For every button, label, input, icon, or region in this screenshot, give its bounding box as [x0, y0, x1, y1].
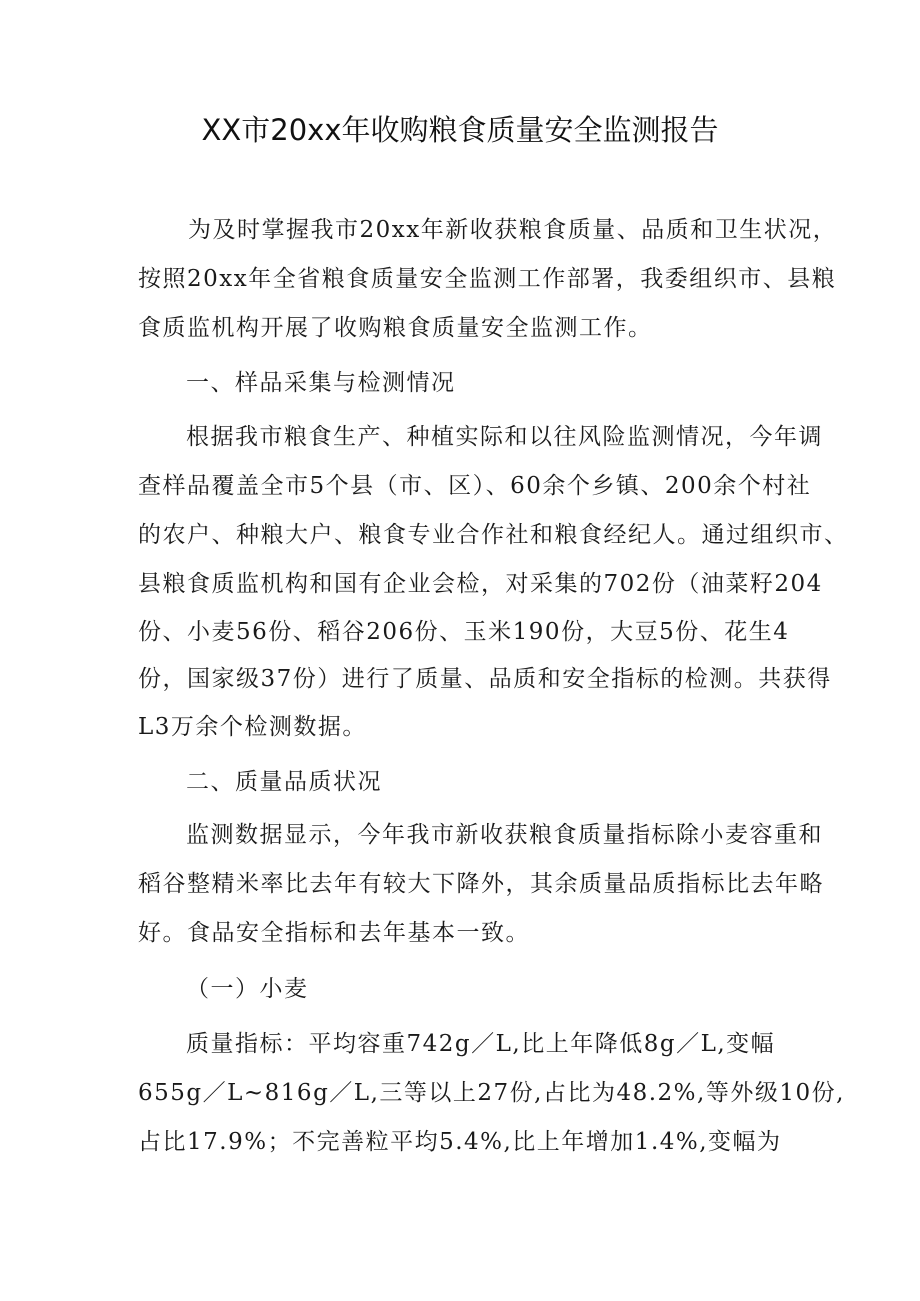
section1-line-7: L3万余个检测数据。: [138, 714, 367, 740]
wheat-line-2: 655g／L~816g／L,三等以上27份,占比为48.2%,等外级10份,: [138, 1080, 845, 1106]
section-heading-1: 一、样品采集与检测情况: [186, 370, 456, 396]
section1-line-3: 的农户、种粮大户、粮食专业合作社和粮食经纪人。通过组织市、: [138, 522, 849, 548]
section1-line-2: 查样品覆盖全市5个县（市、区）、60余个乡镇、200余个村社: [138, 473, 812, 499]
subsection-heading-wheat: （一）小麦: [186, 976, 309, 1002]
intro-line-2: 按照20xx年全省粮食质量安全监测工作部署，我委组织市、县粮: [138, 266, 837, 292]
intro-line-1: 为及时掌握我市20xx年新收获粮食质量、品质和卫生状况，: [188, 217, 838, 243]
document-title: XX市20xx年收购粮食质量安全监测报告: [201, 113, 719, 147]
intro-line-3: 食质监机构开展了收购粮食质量安全监测工作。: [138, 315, 653, 341]
section-heading-2: 二、质量品质状况: [186, 769, 382, 795]
section1-line-1: 根据我市粮食生产、种植实际和以往风险监测情况，今年调: [186, 424, 823, 450]
section2-line-3: 好。食品安全指标和去年基本一致。: [138, 920, 530, 946]
wheat-line-3: 占比17.9%；不完善粒平均5.4%,比上年增加1.4%,变幅为: [138, 1129, 782, 1155]
section2-line-1: 监测数据显示，今年我市新收获粮食质量指标除小麦容重和: [186, 822, 823, 848]
section1-line-5: 份、小麦56份、稻谷206份、玉米190份，大豆5份、花生4: [138, 619, 790, 645]
wheat-line-1: 质量指标：平均容重742g／L,比上年降低8g／L,变幅: [186, 1031, 776, 1057]
section1-line-4: 县粮食质监机构和国有企业会检，对采集的702份（油菜籽204: [138, 571, 823, 597]
section1-line-6: 份，国家级37份）进行了质量、品质和安全指标的检测。共获得: [138, 666, 832, 692]
section2-line-2: 稻谷整精米率比去年有较大下降外，其余质量品质指标比去年略: [138, 871, 824, 897]
